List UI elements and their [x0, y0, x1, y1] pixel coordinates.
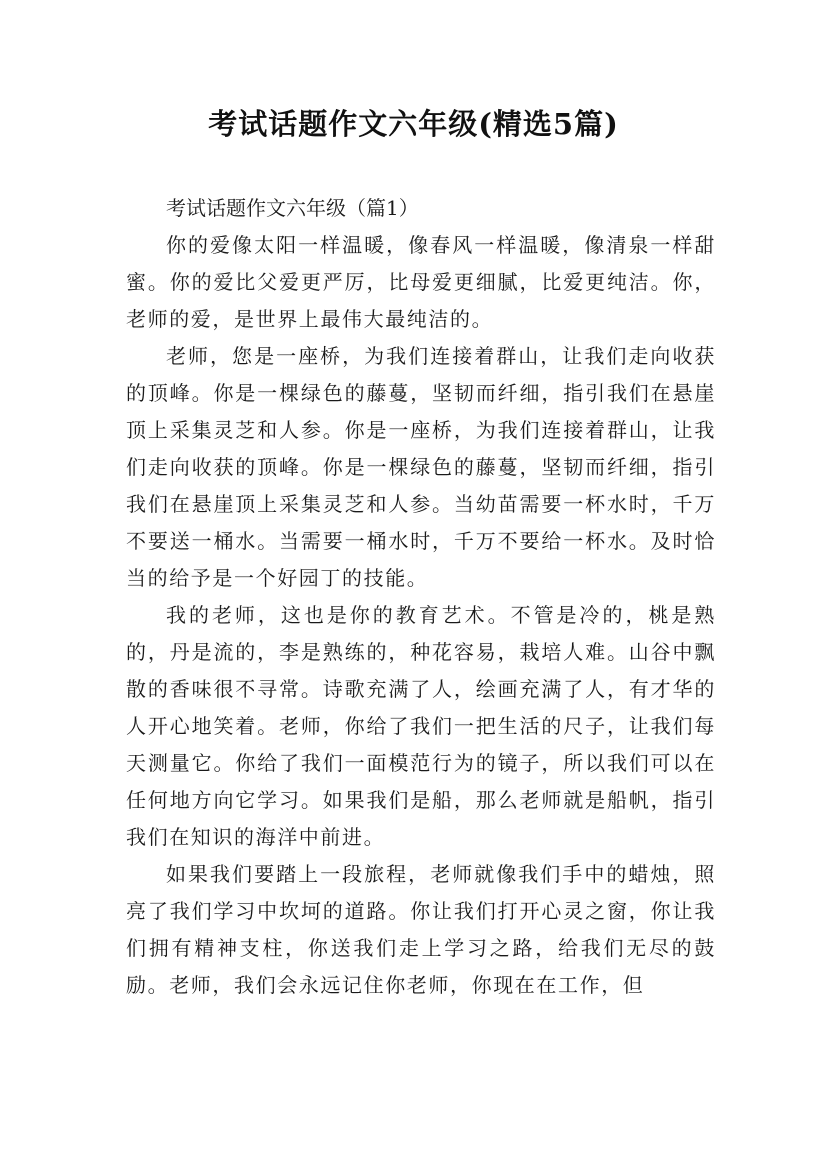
paragraph-2: 老师，您是一座桥，为我们连接着群山，让我们走向收获的顶峰。你是一棵绿色的藤蔓，坚韧而纤细，指引我们在悬崖顶上采集灵芝和人参。你是一座桥，为我们连接着群山，让我们走向收获的顶峰。你是一棵绿色的藤蔓，坚韧而纤细，指引我们在悬崖顶上采集灵芝和人参。当幼苗需要一杯水时，千万不要送一桶水。当需要一桶水时，千万不要给一杯水。及时恰当的给予是一个好园丁的技能。	[126, 344, 716, 590]
document-title: 考试话题作文六年级(精选5篇)	[208, 107, 619, 141]
document-body	[126, 190, 716, 1004]
paragraph-1: 你的爱像太阳一样温暖，像春风一样温暖，像清泉一样甜蜜。你的爱比父爱更严厉，比母爱更细腻，比爱更纯洁。你，老师的爱，是世界上最伟大最纯洁的。	[126, 233, 716, 331]
paragraph-3: 我的老师，这也是你的教育艺术。不管是冷的，桃是熟的，丹是流的，李是熟练的，种花容易，栽培人难。山谷中飘散的香味很不寻常。诗歌充满了人，绘画充满了人，有才华的人开心地笑着。老师，你给了我们一把生活的尺子，让我们每天测量它。你给了我们一面模范行为的镜子，所以我们可以在任何地方向它学习。如果我们是船，那么老师就是船帆，指引我们在知识的海洋中前进。	[126, 603, 716, 849]
section-heading: 考试话题作文六年级（篇1）	[166, 196, 419, 220]
paragraph-4: 如果我们要踏上一段旅程，老师就像我们手中的蜡烛，照亮了我们学习中坎坷的道路。你让我们打开心灵之窗，你让我们拥有精神支柱，你送我们走上学习之路，给我们无尽的鼓励。老师，我们会永远记住你老师，你现在在工作，但	[126, 862, 716, 997]
